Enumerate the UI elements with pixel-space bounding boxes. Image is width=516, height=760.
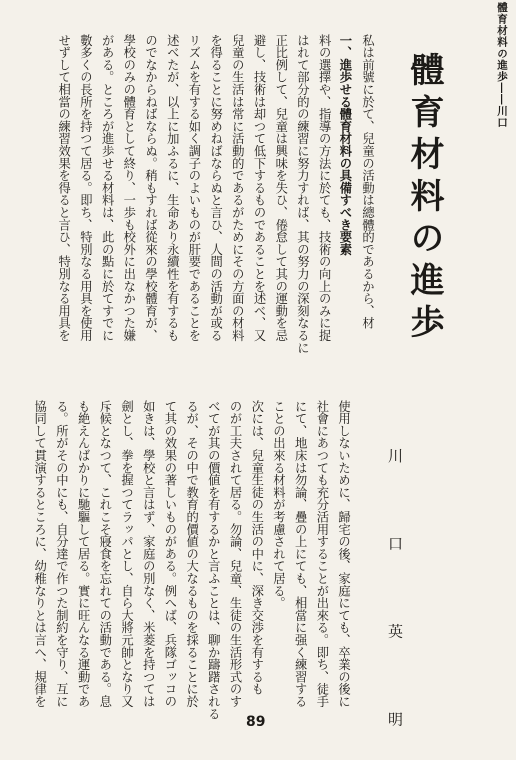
body-line: るが、その中で教育的價値の大なるものを採ることに於	[184, 400, 199, 708]
lower-text-block	[28, 400, 354, 720]
body-line: リズムを有する如く調子のよいものが肝要であることを	[186, 34, 201, 342]
body-line: ことの出來る材料が考慮されて居る。	[271, 400, 286, 610]
page-number: 89	[246, 714, 266, 730]
section-heading: 一、進歩せる體育材料の具備すべき要素	[337, 34, 353, 256]
body-line: 劍とし、拳を握つてラッパとし、自ら大將元帥となり又	[119, 400, 134, 708]
body-line: 料の選擇や、指導の方法に於ても、技術の向上のみに捉	[317, 34, 332, 342]
body-line: る。所がその中にも、自分達で作つた制約を守り、互に	[54, 400, 69, 708]
body-line: 社會にあつても充分活用することが出來る。即ち、徒手	[314, 400, 329, 708]
body-line: 協同して貫演するところに、幼稚なりとは言へ、規律を	[32, 400, 47, 708]
body-line: はれて部分的の練習に努力すれば、其の努力の深刻なるに	[295, 34, 310, 354]
body-line: 斥候となつて、これこそ寢食を忘れての活動である。息	[97, 400, 112, 708]
article-title: 體育材料の進歩	[404, 52, 444, 346]
body-line: がある。ところが進歩せる材料は、此の點に於てすでに	[100, 34, 115, 342]
body-line: を得ることに努めねばならぬと言ひ、人間の活動が或る	[208, 34, 223, 342]
body-line: も絶えんばかりに馳驅して居る。實に旺んなる運動であ	[76, 400, 91, 708]
body-line: 避し、技術は却つて低下するものであることを述べ、又	[252, 34, 267, 342]
body-line: せずして相當の練習效果を得ると言ひ、特別なる用具を	[56, 34, 71, 342]
body-line: 使用しないために、歸宅の後、家庭にても、卒業の後に	[336, 400, 351, 708]
body-line: のでなからねばならぬ。稍もすれば從來の學校體育が、	[143, 34, 158, 342]
body-line: て其の效果の著しいものがある。例へば、兵隊ゴッコの	[162, 400, 177, 708]
body-line: のが工夫されて居る。勿論、兒童、生徒の生活形式のす	[228, 400, 243, 708]
body-line: 如きは、學校と言はず、家庭の別なく、米菱を持つては	[141, 400, 156, 708]
body-line: 數多くの長所を持つて居る。即ち、特別なる用具を使用	[78, 34, 93, 342]
body-line: 次には、兒童生徒の生活の中に、深き交渉を有するも	[249, 400, 264, 696]
body-line: 述べたが、以上に加ふるに、生命あり永續性を有するも	[165, 34, 180, 342]
author-name: 川 口 英 明	[386, 448, 404, 760]
body-line: べてが其の價値を有するかと言ふことは、聊か躊躇される	[206, 400, 221, 720]
body-line: 學校のみの體育として終り、一歩も校外に出なかつた嫌	[121, 34, 136, 342]
running-header: 體育材料の進歩――川口	[496, 2, 508, 129]
upper-text-block	[52, 34, 378, 354]
body-line: 私は前號に於て、兒童の活動は總體的であるから、材	[360, 34, 375, 330]
body-line: にて、地床は勿論、疊の上にても、相當に强く練習する	[293, 400, 308, 708]
body-line: 正比例して、兒童は興味を失ひ、倦怠して其の運動を忌	[273, 34, 288, 342]
body-line: 兒童の生活は常に活動的であるがためにその方面の材料	[230, 34, 245, 342]
